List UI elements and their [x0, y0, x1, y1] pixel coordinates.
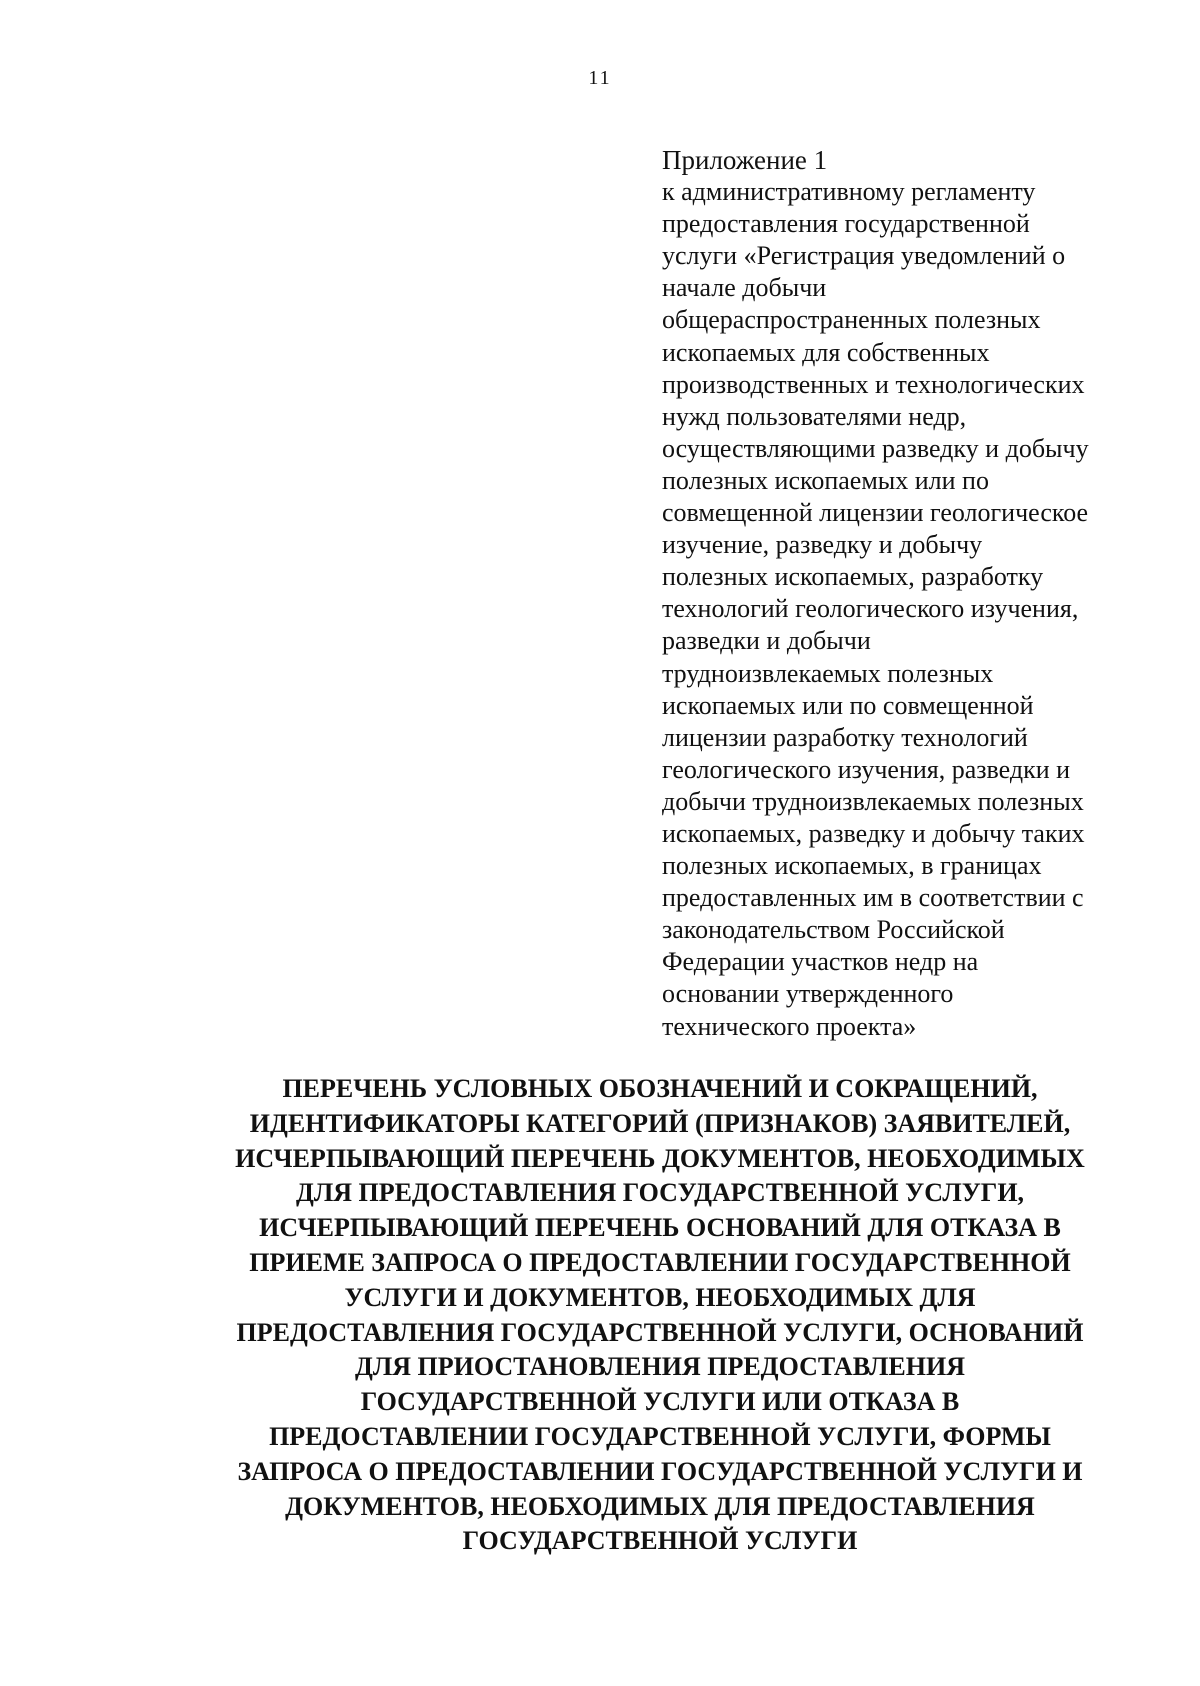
appendix-line: к административному регламенту: [662, 177, 1036, 207]
title-line: УСЛУГИ И ДОКУМЕНТОВ, НЕОБХОДИМЫХ ДЛЯ: [344, 1282, 976, 1312]
title-line: ГОСУДАРСТВЕННОЙ УСЛУГИ: [462, 1526, 858, 1556]
appendix-line: предоставления государственной: [662, 209, 1030, 239]
appendix-heading: Приложение 1: [662, 145, 828, 175]
title-line: ЗАПРОСА О ПРЕДОСТАВЛЕНИИ ГОСУДАРСТВЕННОЙ УСЛУГИ И: [237, 1456, 1083, 1486]
appendix-line: осуществляющими разведку и добычу: [662, 433, 1089, 463]
title-line: ПРЕДОСТАВЛЕНИЯ ГОСУДАРСТВЕННОЙ УСЛУГИ, ОСНОВАНИЙ: [236, 1317, 1084, 1347]
title-line: ПЕРЕЧЕНЬ УСЛОВНЫХ ОБОЗНАЧЕНИЙ И СОКРАЩЕНИЙ,: [282, 1074, 1038, 1103]
title-line: ГОСУДАРСТВЕННОЙ УСЛУГИ ИЛИ ОТКАЗА В: [360, 1387, 960, 1417]
title-line: ИСЧЕРПЫВАЮЩИЙ ПЕРЕЧЕНЬ ДОКУМЕНТОВ, НЕОБХОДИМЫХ: [235, 1143, 1085, 1173]
appendix-line: предоставленных им в соответствии с: [662, 883, 1084, 913]
appendix-line: полезных ископаемых, разработку: [662, 562, 1044, 592]
appendix-line: лицензии разработку технологий: [662, 722, 1028, 752]
appendix-line: производственных и технологических: [662, 369, 1085, 399]
appendix-line: законодательством Российской: [662, 915, 1005, 945]
appendix-line: геологического изучения, разведки и: [662, 754, 1071, 784]
appendix-line: совмещенной лицензии геологическое: [662, 498, 1089, 528]
document-title: [160, 1072, 1160, 1559]
page-number: 11: [588, 67, 612, 89]
appendix-line: основании утвержденного: [662, 979, 954, 1009]
appendix-line: Федерации участков недр на: [662, 947, 979, 977]
title-line: ПРИЕМЕ ЗАПРОСА О ПРЕДОСТАВЛЕНИИ ГОСУДАРСТВЕННОЙ: [249, 1247, 1071, 1277]
appendix-line: трудноизвлекаемых полезных: [662, 658, 994, 688]
appendix-line: начале добычи: [662, 273, 827, 303]
appendix-line: технического проекта»: [662, 1011, 917, 1041]
appendix-line: полезных ископаемых или по: [662, 465, 989, 495]
title-line: ИДЕНТИФИКАТОРЫ КАТЕГОРИЙ (ПРИЗНАКОВ) ЗАЯВИТЕЛЕЙ,: [249, 1108, 1071, 1138]
appendix-line: изучение, разведку и добычу: [662, 530, 983, 560]
appendix-line: полезных ископаемых, в границах: [662, 851, 1042, 881]
appendix-line: разведки и добычи: [662, 626, 871, 656]
appendix-line: ископаемых для собственных: [662, 337, 990, 367]
appendix-line: технологий геологического изучения,: [662, 594, 1079, 624]
appendix-line: нужд пользователями недр,: [662, 401, 967, 431]
title-line: ПРЕДОСТАВЛЕНИИ ГОСУДАРСТВЕННОЙ УСЛУГИ, ФОРМЫ: [269, 1421, 1051, 1451]
title-line: ИСЧЕРПЫВАЮЩИЙ ПЕРЕЧЕНЬ ОСНОВАНИЙ ДЛЯ ОТКАЗА В: [259, 1213, 1061, 1243]
title-line: ДОКУМЕНТОВ, НЕОБХОДИМЫХ ДЛЯ ПРЕДОСТАВЛЕНИЯ: [285, 1491, 1035, 1521]
appendix-line: добычи трудноизвлекаемых полезных: [662, 786, 1084, 816]
title-line: ДЛЯ ПРИОСТАНОВЛЕНИЯ ПРЕДОСТАВЛЕНИЯ: [354, 1352, 965, 1382]
appendix-line: общераспространенных полезных: [662, 305, 1041, 335]
appendix-line: ископаемых, разведку и добычу таких: [662, 818, 1085, 848]
appendix-reference: [662, 144, 1142, 1043]
title-line: ДЛЯ ПРЕДОСТАВЛЕНИЯ ГОСУДАРСТВЕННОЙ УСЛУГИ,: [295, 1178, 1025, 1208]
appendix-line: услуги «Регистрация уведомлений о: [662, 241, 1066, 271]
appendix-line: ископаемых или по совмещенной: [662, 690, 1034, 720]
